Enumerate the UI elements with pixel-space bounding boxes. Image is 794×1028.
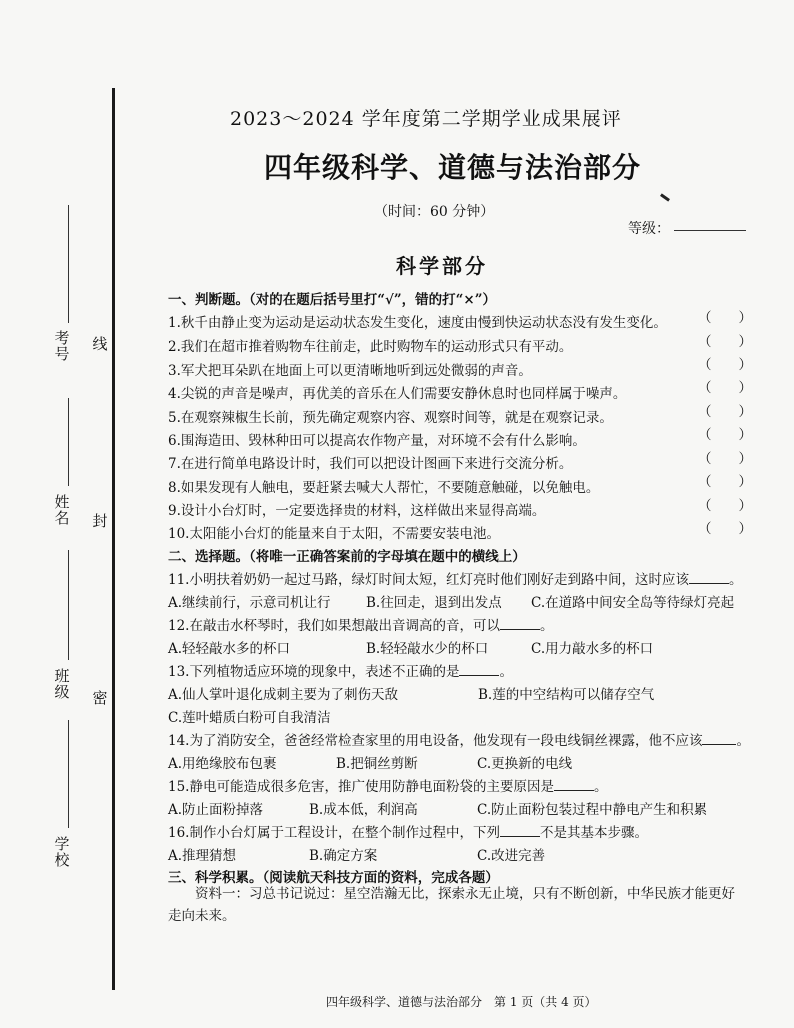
question-16: 16.制作小台灯属于工程设计，在整个制作过程中，下列 不是其基本步骤。 (168, 825, 648, 841)
answer-blank-14[interactable] (702, 732, 736, 745)
answer-blank-16[interactable] (500, 824, 540, 837)
part2-heading: 二、选择题。（将唯一正确答案前的字母填在题中的横线上） (168, 549, 526, 565)
answer-paren-4[interactable]: （ ） (698, 380, 752, 396)
q15-option-b[interactable]: B.成本低，利润高 (309, 802, 418, 818)
grade-label: 等级： (628, 221, 670, 237)
part3-heading: 三、科学积累。（阅读航天科技方面的资料，完成各题） (168, 870, 499, 886)
page-footer: 四年级科学、道德与法治部分 第 1 页（共 4 页） (326, 995, 597, 1009)
answer-blank-12[interactable] (500, 617, 540, 630)
answer-paren-1[interactable]: （ ） (698, 310, 752, 326)
judge-item-2: 2.我们在超市推着购物车往前走，此时购物车的运动形式只有平动。 (168, 339, 573, 355)
judge-item-9: 9.设计小台灯时，一定要选择贵的材料，这样做出来显得高端。 (168, 503, 546, 519)
seal-word-secret: 密 (92, 689, 108, 707)
seal-word-seal: 封 (92, 512, 108, 530)
q12-option-c[interactable]: C.用力敲水多的杯口 (531, 641, 654, 657)
answer-paren-9[interactable]: （ ） (698, 498, 752, 514)
q15-option-a[interactable]: A.防止面粉掉落 (168, 802, 264, 818)
q16-option-a[interactable]: A.推理猜想 (168, 848, 237, 864)
grade-blank[interactable] (674, 230, 746, 231)
answer-paren-3[interactable]: （ ） (698, 357, 752, 373)
school-label: 学校 (54, 835, 70, 869)
judge-item-7: 7.在进行简单电路设计时，我们可以把设计图画下来进行交流分析。 (168, 456, 573, 472)
answer-paren-7[interactable]: （ ） (698, 451, 752, 467)
q11-option-c[interactable]: C.在道路中间安全岛等待绿灯亮起 (531, 595, 735, 611)
judge-item-4: 4.尖锐的声音是噪声，再优美的音乐在人们需要安静休息时也同样属于噪声。 (168, 386, 627, 402)
seal-word-line: 线 (92, 335, 108, 353)
material-one: 资料一：习总书记说过：星空浩瀚无比，探索永无止境，只有不断创新，中华民族才能更好走向未来。 (168, 886, 735, 924)
q11-option-a[interactable]: A.继续前行，示意司机让行 (168, 595, 331, 611)
exam-subtitle: 四年级科学、道德与法治部分 (264, 151, 642, 184)
q11-option-b[interactable]: B.往回走，退到出发点 (366, 595, 502, 611)
school-blank (68, 720, 69, 828)
judge-item-10: 10.太阳能小台灯的能量来自于太阳，不需要安装电池。 (168, 526, 500, 542)
judge-item-8: 8.如果发现有人触电，要赶紧去喊大人帮忙，不要随意触碰，以免触电。 (168, 480, 600, 496)
q13-option-c[interactable]: C.莲叶蜡质白粉可自我清洁 (168, 710, 331, 726)
answer-blank-15[interactable] (554, 778, 594, 791)
question-12: 12.在敲击水杯琴时，我们如果想敲出音调高的音，可以 。 (168, 618, 554, 634)
q12-option-a[interactable]: A.轻轻敲水多的杯口 (168, 641, 291, 657)
exam-number-blank (68, 205, 69, 323)
time-note: （时间：60 分钟） (374, 204, 495, 220)
exam-title: 2023～2024 学年度第二学期学业成果展评 (230, 108, 622, 130)
question-15: 15.静电可能造成很多危害，推广使用防静电面粉袋的主要原因是 。 (168, 779, 608, 795)
name-blank (68, 398, 69, 486)
class-blank (68, 550, 69, 660)
q16-option-b[interactable]: B.确定方案 (309, 848, 378, 864)
answer-paren-8[interactable]: （ ） (698, 474, 752, 490)
q15-option-c[interactable]: C.防止面粉包装过程中静电产生和积累 (477, 802, 708, 818)
answer-blank-13[interactable] (459, 663, 499, 676)
answer-paren-6[interactable]: （ ） (698, 427, 752, 443)
q13-option-a[interactable]: A.仙人掌叶退化成刺主要为了刺伤天敌 (168, 687, 399, 703)
answer-blank-11[interactable] (689, 571, 729, 584)
part1-heading: 一、判断题。（对的在题后括号里打“√”，错的打“×”） (168, 292, 496, 308)
judge-item-1: 1.秋千由静止变为运动是运动状态发生变化，速度由慢到快运动状态没有发生变化。 (168, 315, 667, 331)
class-label: 班级 (54, 667, 70, 701)
judge-item-5: 5.在观察辣椒生长前，预先确定观察内容、观察时间等，就是在观察记录。 (168, 410, 613, 426)
stray-mark (660, 193, 670, 201)
question-11: 11.小明扶着奶奶一起过马路，绿灯时间太短，红灯亮时他们刚好走到路中间，这时应该 。 (168, 572, 743, 588)
answer-paren-2[interactable]: （ ） (698, 334, 752, 350)
question-14: 14.为了消防安全，爸爸经常检查家里的用电设备，他发现有一段电线铜丝裸露，他不应该 。 (168, 733, 750, 749)
q13-option-b[interactable]: B.莲的中空结构可以储存空气 (478, 687, 655, 703)
answer-paren-10[interactable]: （ ） (698, 521, 752, 537)
binding-line (112, 88, 115, 990)
answer-paren-5[interactable]: （ ） (698, 404, 752, 420)
section-title: 科学部分 (396, 254, 488, 278)
q16-option-c[interactable]: C.改进完善 (477, 848, 546, 864)
name-label: 姓名 (54, 493, 70, 527)
q14-option-b[interactable]: B.把铜丝剪断 (336, 756, 418, 772)
q14-option-a[interactable]: A.用绝缘胶布包裹 (168, 756, 277, 772)
exam-number-label: 考号 (54, 329, 70, 363)
judge-item-3: 3.军犬把耳朵趴在地面上可以更清晰地听到远处微弱的声音。 (168, 363, 532, 379)
judge-item-6: 6.围海造田、毁林种田可以提高农作物产量，对环境不会有什么影响。 (168, 433, 586, 449)
q12-option-b[interactable]: B.轻轻敲水少的杯口 (366, 641, 489, 657)
question-13: 13.下列植物适应环境的现象中，表述不正确的是 。 (168, 664, 513, 680)
q14-option-c[interactable]: C.更换新的电线 (477, 756, 573, 772)
